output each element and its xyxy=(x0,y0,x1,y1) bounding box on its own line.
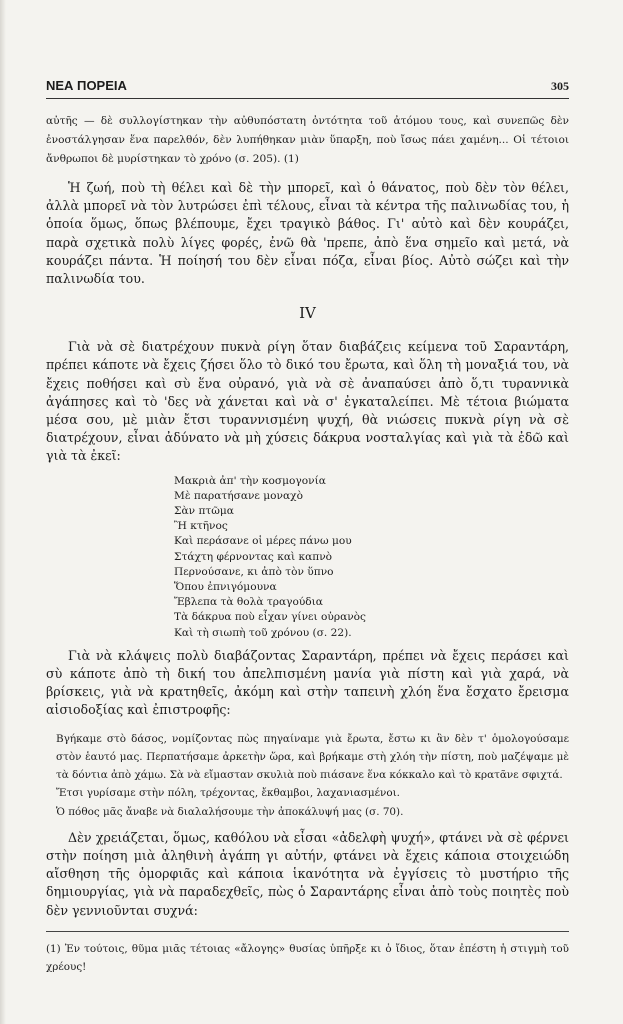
poem-line: Τὰ δάκρυα ποὺ εἶχαν γίνει οὐρανὸς xyxy=(174,611,366,624)
poem-line: Σὰν πτῶμα xyxy=(174,505,234,518)
footnote-text: (1) Ἐν τούτοις, θῦμα μιᾶς τέτοιας «ἄλογης» θυσίας ὑπῆρξε κι ὁ ἴδιος, ὅταν ἐπέστη ἡ στιγμὴ τοῦ χρέους! xyxy=(46,943,569,973)
poem-line: Μὲ παρατήσανε μοναχὸ xyxy=(174,489,303,502)
poem-line: Ἔβλεπα τὰ θολὰ τραγούδια xyxy=(174,596,323,609)
quote-text: Ὁ πόθος μᾶς ἄναβε νὰ διαλαλήσουμε τὴν ἀποκάλυψή μας (σ. 70). xyxy=(56,805,404,818)
quote-text: Ἔτσι γυρίσαμε στὴν πόλη, τρέχοντας, ἔκθαμβοι, λαχανιασμένοι. xyxy=(56,787,400,800)
poem-quote xyxy=(174,474,569,641)
section-heading: IV xyxy=(299,304,316,323)
prose-quote xyxy=(56,730,569,821)
paragraph-3: Γιὰ νὰ κλάψεις πολὺ διαβάζοντας Σαραντάρη, πρέπει νὰ ἔχεις περάσει καὶ σὺ κάποτε ἀπὸ τὴ δική του ἀπελπισμένη μανία γιὰ πίστη καὶ γιὰ χαρά, νὰ βρίσκεις, γιὰ νὰ κρατηθεῖς, ἀκόμη καὶ στὴν ταπεινὴ χλόη ἕνα ἔσχατο ἔρεισμα αἰσιοδοξίας καὶ ἐπιστροφῆς: xyxy=(46,647,569,718)
paragraph-4: Δὲν χρειάζεται, ὅμως, καθόλου νὰ εἶσαι «ἀδελφὴ ψυχή», φτάνει νὰ σὲ φέρνει στὴν ποίηση μιὰ ἀληθινὴ ἀγάπη γι αὐτήν, φτάνει νὰ ἔχεις κάποια στοιχειώδη αἴσθηση τῆς ὁμορφιᾶς καὶ κάποια ἱκανότητα νὰ ἐγγίσεις τὸ μυστήριο τῆς δημιουργίας, γιὰ νὰ παραδεχθεῖς, πὼς ὁ Σαραντάρης εἶναι ἀπὸ τοὺς ποιητὲς ποὺ δὲν γεννιοῦνται συχνά: xyxy=(46,829,569,918)
poem-line: Ἢ κτῆνος xyxy=(174,520,228,533)
journal-title: ΝΕΑ ΠΟΡΕΙΑ xyxy=(46,78,127,93)
intro-paragraph: αὐτῆς — δὲ συλλογίστηκαν τὴν αὐθυπόστατη ὀντότητα τοῦ ἀτόμου τους, καὶ συνεπῶς δὲν ἐνοστάλγησαν ἕνα παρελθόν, δὲν λυπήθηκαν μιὰν ὕπαρξη, ποὺ ἴσως πάει χαμένη... Οἱ τέτοιοι ἄνθρωποι δὲ μυρίστηκαν τὸ χρόνο (σ. 205). (1) xyxy=(46,115,569,165)
running-header xyxy=(46,78,569,99)
main-text xyxy=(46,112,569,920)
quote-text: Βγήκαμε στὸ δάσος, νομίζοντας πὼς πηγαίναμε γιὰ ἔρωτα, ἔστω κι ἂν δὲν τ' ὁμολογούσαμε στὸν ἑαυτό μας. Περπατήσαμε ἀρκετὴν ὥρα, καὶ βρήκαμε στὴ χλόη τὴν πίστη, ποὺ μαζέψαμε μὲ τὰ δόντια ἀπὸ χάμω. Σὰ νὰ εἴμασταν σκυλιὰ ποὺ πιάσανε ἕνα κόκκαλο καὶ τὸ κρατᾶνε σφιχτά. xyxy=(56,732,569,782)
footnote xyxy=(46,931,569,976)
poem-line: Καὶ τὴ σιωπὴ τοῦ χρόνου (σ. 22). xyxy=(174,626,352,639)
poem-line: Καὶ περάσανε οἱ μέρες πάνω μου xyxy=(174,535,352,548)
paragraph-2: Γιὰ νὰ σὲ διατρέχουν πυκνὰ ρίγη ὅταν διαβάζεις κείμενα τοῦ Σαραντάρη, πρέπει κάποτε νὰ ἔχεις ζήσει ὅλο τὸ δικό του ἔρωτα, καὶ ὅλη τὴ μοναξιά του, νὰ ἔχεις ποθήσει καὶ σὺ ἕνα οὐρανό, γιὰ νὰ σὲ ἀναπαύσει ἀπὸ ὅ,τι τυραννικὰ ἀγάπησες καὶ τὸ 'δες νὰ χάνεται καὶ νὰ σ' ἐγκαταλείπει. Μὲ τέτοια βιώματα μέσα σου, μὲ μιὰν ἔτσι τυραννισμένη ψυχή, θὰ νιώσεις πυκνὰ ρίγη νὰ σὲ διατρέχουν, εἶναι ἀδύνατο νὰ μὴ χύσεις δάκρυα νοσταλγίας καὶ γιὰ τὰ ἐδῶ καὶ γιὰ τὰ ἐκεῖ: xyxy=(46,339,569,464)
poem-line: Περνούσανε, κι ἀπὸ τὸν ὕπνο xyxy=(174,565,334,578)
poem-line: Ὅπου ἐπνιγόμουνα xyxy=(174,581,277,594)
paragraph-1: Ἡ ζωή, ποὺ τὴ θέλει καὶ δὲ τὴν μπορεῖ, καὶ ὁ θάνατος, ποὺ δὲν τὸν θέλει, ἀλλὰ μπορεῖ νὰ τὸν λυτρώσει ἐπὶ τέλους, εἶναι τὰ κέντρα τῆς παλινωδίας του, ἡ ὁποία ὅμως, ὅπως βλέπουμε, ἔχει τραγικὸ βάθος. Γι' αὐτὸ καὶ δὲν κουράζει, παρὰ σχετικὰ πολὺ λίγες φορές, ἐνῶ θὰ 'πρεπε, ἀπὸ ἕνα σημεῖο καὶ μετά, νὰ κουράζει πάντα. Ἡ ποίησή του δὲν εἶναι πόζα, εἶναι βίος. Αὐτὸ σώζει καὶ τὴν παλινωδία του. xyxy=(46,180,569,287)
poem-line: Στάχτη φέρνοντας καὶ καπνὸ xyxy=(174,550,333,563)
page-fold-shadow xyxy=(0,0,6,1024)
page-number: 305 xyxy=(551,79,569,93)
poem-line: Μακριὰ ἀπ' τὴν κοσμογονία xyxy=(174,474,326,487)
